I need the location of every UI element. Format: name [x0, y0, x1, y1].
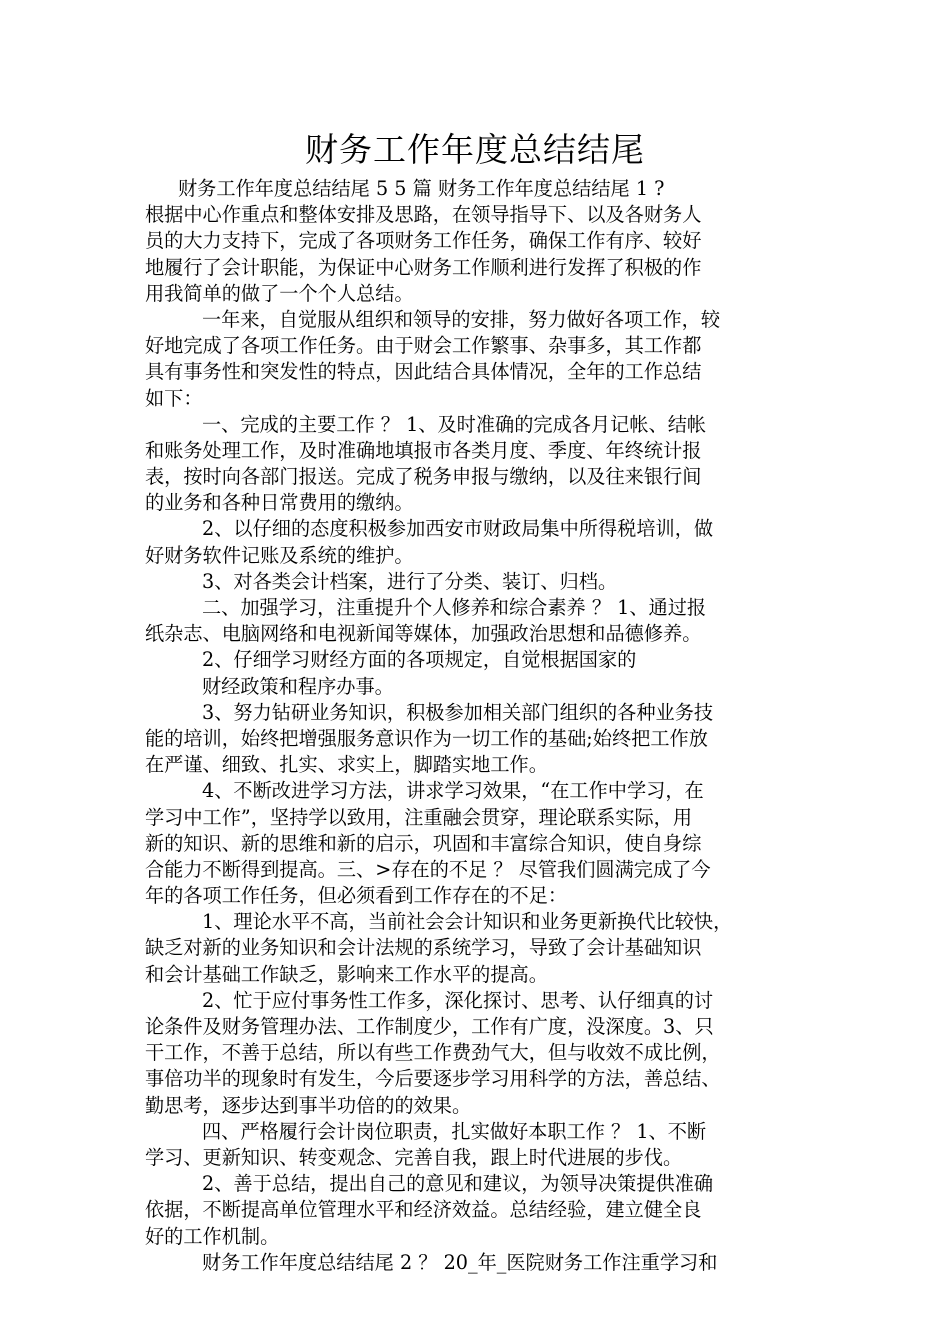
text-line: 如下： — [145, 386, 203, 410]
document-title: 财务工作年度总结结尾 — [305, 130, 645, 169]
text-line: 3、努力钻研业务知识，积极参加相关部门组织的各种业务技 — [202, 700, 714, 724]
text-line: 和会计基础工作缺乏，影响来工作水平的提高。 — [145, 962, 548, 986]
text-line: 年的各项工作任务，但必须看到工作存在的不足： — [145, 884, 568, 908]
text-line: 论条件及财务管理办法、工作制度少，工作有广度，没深度。3、只 — [145, 1015, 714, 1038]
text-line: 好财务软件记账及系统的维护。 — [145, 543, 414, 567]
text-line: 用我简单的做了一个个人总结。 — [145, 281, 414, 305]
text-line: 事倍功半的现象时有发生，今后要逐步学习用科学的方法，善总结、 — [145, 1067, 721, 1091]
text-line: 新的知识、新的思维和新的启示，巩固和丰富综合知识，使自身综 — [145, 831, 702, 855]
text-line: 合能力不断得到提高。三、>存在的不足 ？ 尽管我们圆满完成了今 — [145, 857, 711, 881]
text-line: 具有事务性和突发性的特点，因此结合具体情况，全年的工作总结 — [145, 360, 702, 384]
text-line: 1、理论水平不高，当前社会会计知识和业务更新换代比较快， — [202, 910, 733, 934]
text-line: 的业务和各种日常费用的缴纳。 — [145, 491, 414, 515]
text-line: 2、以仔细的态度积极参加西安市财政局集中所得税培训，做 — [202, 517, 714, 541]
text-line: 财务工作年度总结结尾 2 ？ 20_年_医院财务工作注重学习和 — [202, 1250, 718, 1274]
text-line: 4、不断改进学习方法，讲求学习效果，“在工作中学习，在 — [202, 779, 704, 803]
text-line: 纸杂志、电脑网络和电视新闻等媒体，加强政治思想和品德修养。 — [145, 622, 702, 646]
text-line: 在严谨、细致、扎实、求实上，脚踏实地工作。 — [145, 753, 548, 777]
text-line: 四、严格履行会计岗位职责，扎实做好本职工作 ？ 1、不断 — [202, 1119, 707, 1143]
text-line: 和账务处理工作，及时准确地填报市各类月度、季度、年终统计报 — [145, 438, 702, 462]
text-line: 2、善于总结，提出自己的意见和建议，为领导决策提供准确 — [202, 1172, 714, 1196]
text-line: 好地完成了各项工作任务。由于财会工作繁事、杂事多，其工作都 — [145, 334, 702, 358]
text-line: 表，按时向各部门报送。完成了税务申报与缴纳，以及往来银行间 — [145, 465, 702, 489]
text-line: 2、忙于应付事务性工作多，深化探讨、思考、认仔细真的讨 — [202, 988, 714, 1012]
text-line: 财务工作年度总结结尾 5 5 篇 财务工作年度总结结尾 1 ? — [178, 177, 665, 200]
text-line: 财经政策和程序办事。 — [202, 674, 394, 698]
text-line: 好的工作机制。 — [145, 1224, 280, 1248]
text-line: 2、仔细学习财经方面的各项规定，自觉根据国家的 — [202, 648, 637, 672]
text-line: 学习中工作”，坚持学以致用，注重融会贯穿，理论联系实际，用 — [145, 805, 693, 829]
text-line: 勤思考，逐步达到事半功倍的的效果。 — [145, 1093, 472, 1117]
text-line: 根据中心作重点和整体安排及思路，在领导指导下、以及各财务人 — [145, 203, 702, 227]
text-line: 学习、更新知识、转变观念、完善自我，跟上时代进展的步伐。 — [145, 1145, 683, 1169]
text-line: 依据，不断提高单位管理水平和经济效益。总结经验，建立健全良 — [145, 1198, 702, 1222]
text-line: 一、完成的主要工作 ？ 1、及时准确的完成各月记帐、结帐 — [202, 412, 707, 436]
text-line: 缺乏对新的业务知识和会计法规的系统学习，导致了会计基础知识 — [145, 936, 702, 960]
text-line: 一年来，自觉服从组织和领导的安排，努力做好各项工作，较 — [202, 307, 721, 331]
text-line: 员的大力支持下，完成了各项财务工作任务，确保工作有序、较好 — [145, 229, 702, 253]
text-line: 干工作，不善于总结，所以有些工作费劲气大，但与收效不成比例， — [145, 1041, 721, 1065]
text-line: 3、对各类会计档案，进行了分类、装订、归档。 — [202, 569, 618, 593]
document-body — [145, 176, 815, 1276]
text-line: 能的培训，始终把增强服务意识作为一切工作的基础;始终把工作放 — [145, 726, 708, 750]
text-line: 二、加强学习，注重提升个人修养和综合素养 ？ 1、通过报 — [202, 596, 707, 619]
text-line: 地履行了会计职能，为保证中心财务工作顺利进行发挥了积极的作 — [145, 255, 702, 279]
